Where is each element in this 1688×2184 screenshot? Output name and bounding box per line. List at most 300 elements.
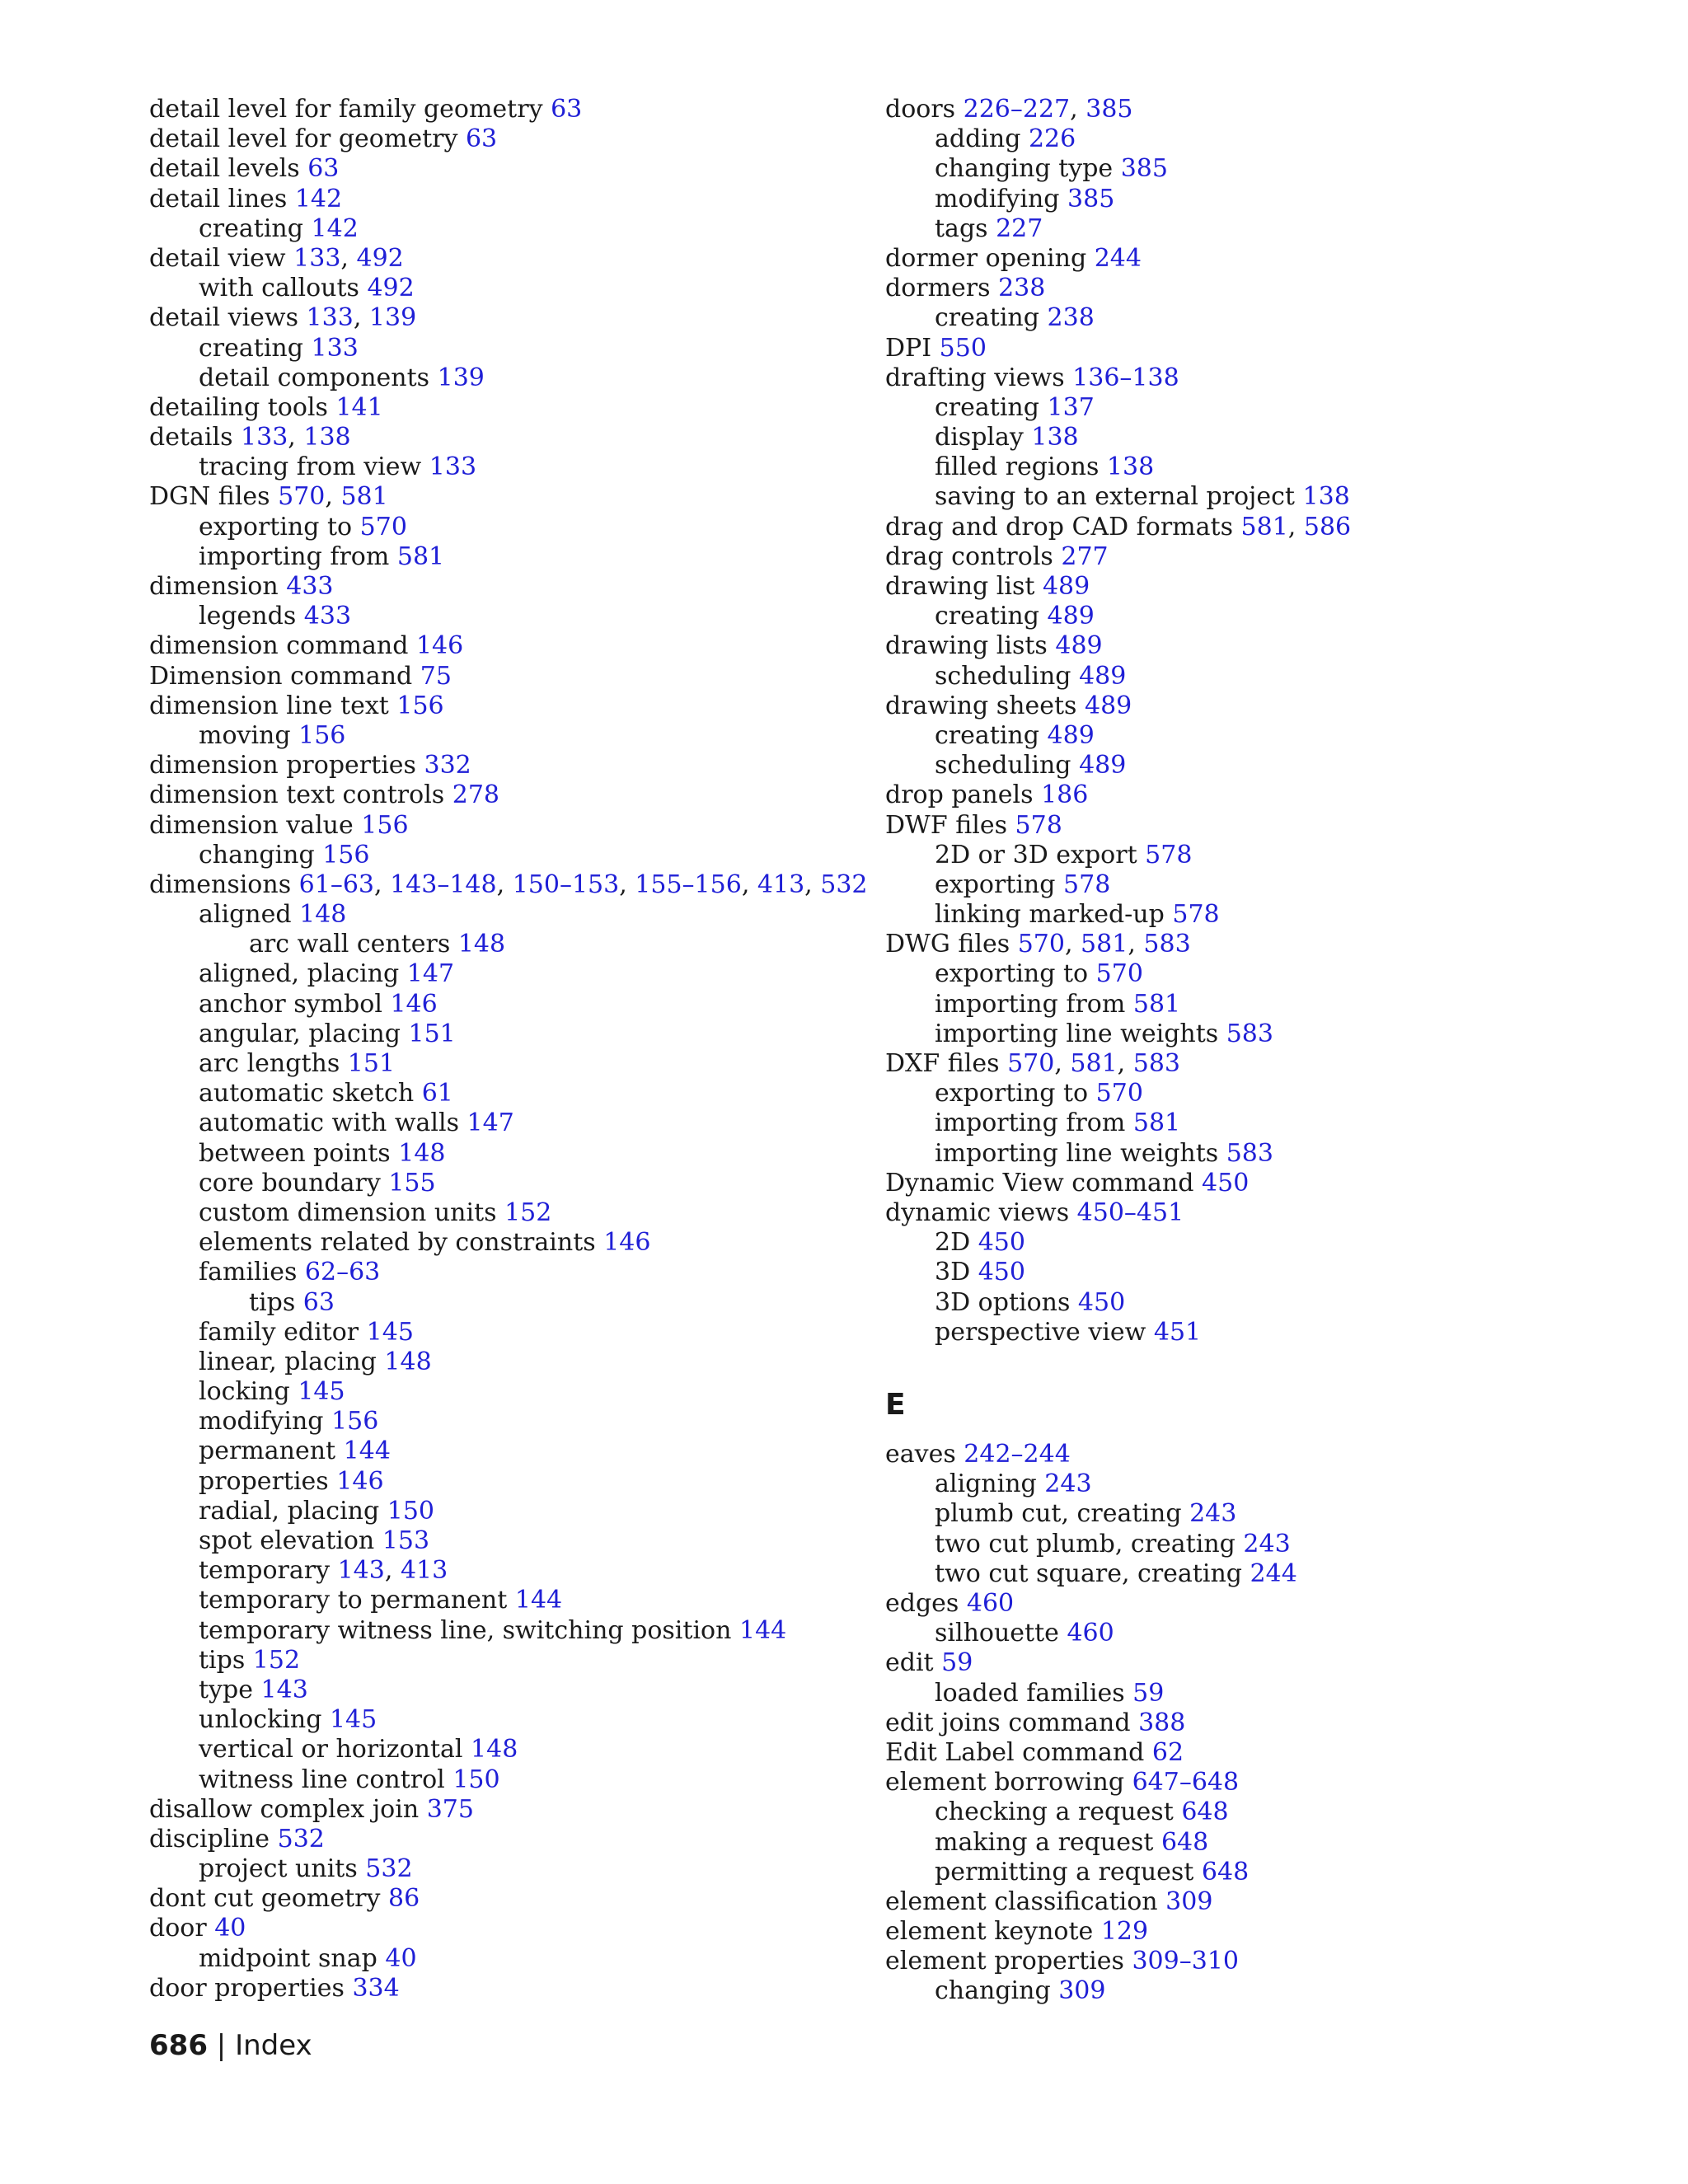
- index-entry-drawing-list: [885, 572, 1627, 602]
- index-term: element classification: [885, 1886, 1158, 1916]
- index-term: anchor symbol: [199, 989, 382, 1019]
- footer-separator: |: [216, 2029, 227, 2062]
- page-link[interactable]: 63: [307, 154, 340, 184]
- index-subentry-two-cut-plumb-creating: [885, 1530, 1627, 1559]
- index-entry-dynamic-views: [885, 1198, 1627, 1228]
- index-entry-edges: [885, 1589, 1627, 1619]
- index-term: door properties: [149, 1973, 345, 2003]
- page-link[interactable]: 133: [293, 243, 341, 273]
- page-link[interactable]: 583: [1132, 1049, 1181, 1078]
- page-link[interactable]: 133: [429, 452, 477, 482]
- index-term: 3D options: [935, 1287, 1071, 1317]
- index-subentry-midpoint-snap: [149, 1944, 858, 1974]
- page-link[interactable]: 581: [1132, 1108, 1181, 1138]
- page-link[interactable]: 40: [385, 1943, 417, 1973]
- index-term: aligning: [935, 1469, 1037, 1499]
- page-link[interactable]: 142: [311, 213, 359, 243]
- index-subentry-importing-line-weights: [885, 1019, 1627, 1049]
- page-link[interactable]: 156: [331, 1407, 379, 1436]
- page-link[interactable]: 59: [1132, 1678, 1165, 1708]
- page-link[interactable]: 244: [1250, 1558, 1297, 1588]
- page-link[interactable]: 570: [1007, 1049, 1055, 1078]
- page-link[interactable]: 532: [365, 1854, 413, 1884]
- page-link[interactable]: 433: [286, 572, 334, 601]
- index-term: element keynote: [885, 1917, 1094, 1947]
- page-link[interactable]: 147: [467, 1108, 514, 1138]
- index-term: moving: [199, 720, 291, 750]
- index-term: radial, placing: [199, 1496, 380, 1526]
- index-entry-drafting-views: [885, 363, 1627, 393]
- page-link[interactable]: 583: [1226, 1138, 1273, 1168]
- page-link[interactable]: 227: [996, 213, 1043, 243]
- page-link[interactable]: 492: [356, 243, 404, 273]
- index-term: exporting to: [935, 1079, 1089, 1108]
- page-link[interactable]: 243: [1044, 1469, 1092, 1499]
- index-term: checking a request: [935, 1797, 1174, 1827]
- index-entry-dormers: [885, 274, 1627, 303]
- page-link[interactable]: 138: [1106, 452, 1155, 482]
- index-entry-detailing-tools: [149, 393, 858, 423]
- index-subentry-permitting-a-request: [885, 1858, 1627, 1887]
- index-term: locking: [199, 1377, 290, 1407]
- page-link[interactable]: 151: [347, 1049, 396, 1078]
- index-term: DPI: [885, 333, 932, 363]
- page-link[interactable]: 451: [1153, 1317, 1202, 1347]
- page-link[interactable]: 385: [1120, 154, 1168, 184]
- index-term: perspective view: [935, 1317, 1146, 1347]
- page-link[interactable]: 137: [1047, 392, 1095, 422]
- page-link[interactable]: 489: [1085, 691, 1132, 720]
- page-link[interactable]: 242–244: [964, 1440, 1071, 1469]
- index-term: arc lengths: [199, 1049, 340, 1078]
- page-link[interactable]: 385: [1067, 184, 1115, 213]
- index-term: scheduling: [935, 661, 1071, 691]
- page-link[interactable]: 142: [294, 184, 343, 213]
- index-term: core boundary: [199, 1168, 381, 1197]
- index-entry-element-classification: [885, 1887, 1627, 1917]
- index-entry-discipline: [149, 1825, 858, 1854]
- page-link[interactable]: 433: [303, 602, 352, 631]
- index-column-left: [149, 95, 868, 2004]
- index-term: automatic sketch: [199, 1079, 415, 1108]
- index-term: Dynamic View command: [885, 1168, 1194, 1197]
- index-term: DXF files: [885, 1049, 1000, 1078]
- index-term: with callouts: [199, 274, 359, 303]
- index-term: making a request: [935, 1827, 1154, 1857]
- page-link[interactable]: 133: [311, 333, 359, 363]
- page-link[interactable]: 277: [1061, 541, 1109, 571]
- page-link[interactable]: 578: [1015, 810, 1062, 840]
- index-term: families: [199, 1258, 298, 1287]
- page-link[interactable]: 146: [336, 1466, 384, 1496]
- page-link[interactable]: 586: [1303, 512, 1352, 541]
- index-term: eaves: [885, 1440, 956, 1469]
- page-link[interactable]: 413: [400, 1556, 448, 1586]
- page-link[interactable]: 385: [1085, 95, 1133, 124]
- index-subentry-radial-placing: [149, 1497, 858, 1526]
- index-term: edit: [885, 1648, 934, 1678]
- index-term: importing line weights: [935, 1138, 1219, 1168]
- page-link[interactable]: 61–63: [298, 869, 374, 899]
- page-link[interactable]: 156: [322, 840, 370, 869]
- index-term: legends: [199, 602, 297, 631]
- index-term: exporting: [935, 869, 1056, 899]
- page-link[interactable]: 63: [551, 95, 583, 124]
- index-subentry-modifying: [149, 1407, 858, 1436]
- index-term: project units: [199, 1854, 358, 1884]
- index-subentry-tips: [149, 1646, 858, 1675]
- page-link[interactable]: 278: [452, 780, 499, 810]
- index-term: tags: [935, 213, 988, 243]
- index-subentry-core-boundary: [149, 1169, 858, 1198]
- page-link[interactable]: 334: [352, 1973, 400, 2003]
- page-link[interactable]: 489: [1055, 631, 1103, 661]
- page-link[interactable]: 243: [1189, 1499, 1237, 1529]
- page-link[interactable]: 578: [1172, 900, 1220, 930]
- index-term: two cut square, creating: [935, 1558, 1242, 1588]
- page-link[interactable]: 309: [1058, 1976, 1106, 2006]
- section-letter-heading: E: [885, 1388, 906, 1422]
- page-link[interactable]: 145: [298, 1377, 345, 1407]
- page-link[interactable]: 63: [302, 1287, 335, 1317]
- index-term: dimensions: [149, 869, 292, 899]
- index-subentry-modifying: [885, 185, 1627, 214]
- page-link[interactable]: 75: [420, 661, 452, 691]
- index-subentry-families: [149, 1258, 858, 1287]
- index-term: temporary witness line, switching position: [199, 1615, 732, 1645]
- index-subentry-vertical-or-horizontal: [149, 1735, 858, 1765]
- page-link[interactable]: 550: [939, 333, 987, 363]
- index-subentry-changing: [149, 841, 858, 870]
- index-subentry-detail-components: [149, 363, 858, 393]
- page-link[interactable]: 133: [306, 303, 354, 333]
- index-entry-dimension-command: [149, 631, 858, 661]
- page-link[interactable]: 648: [1181, 1797, 1229, 1827]
- index-term: creating: [199, 213, 303, 243]
- index-term: type: [199, 1675, 253, 1704]
- page-link[interactable]: 148: [398, 1138, 446, 1168]
- index-term: importing line weights: [935, 1019, 1219, 1048]
- page-link[interactable]: 532: [277, 1824, 325, 1854]
- index-subentry-temporary-to-permanent: [149, 1586, 858, 1615]
- index-term: adding: [935, 124, 1021, 154]
- page-link[interactable]: 59: [941, 1648, 973, 1678]
- page-link[interactable]: 570: [1095, 959, 1143, 989]
- page-link[interactable]: 570: [1017, 930, 1065, 959]
- index-subentry-moving: [149, 721, 858, 751]
- index-term: detail components: [199, 363, 430, 392]
- index-entry-doors: doors 226–227, 385: [885, 95, 1133, 124]
- index-term: exporting to: [199, 512, 353, 541]
- page-link[interactable]: 244: [1094, 243, 1142, 273]
- index-subentry-2d-or-3d-export: [885, 841, 1627, 870]
- index-term: detail level for geometry: [149, 124, 458, 154]
- index-entry-dxf-files: DXF files 570, 581, 583: [885, 1049, 1181, 1078]
- index-entry-detail-lines: [149, 185, 858, 214]
- index-entry-dimension-value: [149, 811, 858, 841]
- index-term: properties: [199, 1466, 329, 1496]
- page-link[interactable]: 226: [1028, 124, 1076, 154]
- page-link[interactable]: 226–227: [963, 95, 1071, 124]
- index-term: dormers: [885, 274, 991, 303]
- index-subentry-3d-options: [885, 1288, 1627, 1318]
- page-link[interactable]: 375: [426, 1794, 474, 1824]
- index-subentry-creating: [149, 214, 858, 244]
- page-link[interactable]: 583: [1226, 1019, 1273, 1048]
- page-link[interactable]: 450–451: [1076, 1197, 1184, 1227]
- index-entry-dimension-command: [149, 662, 858, 691]
- index-entry-dimension-text-controls: [149, 780, 858, 810]
- page-link[interactable]: 578: [1063, 869, 1111, 899]
- page-link[interactable]: 152: [504, 1197, 552, 1227]
- page-link[interactable]: 136–138: [1072, 363, 1179, 392]
- page-link[interactable]: 144: [514, 1586, 563, 1615]
- index-subentry-loaded-families: [885, 1679, 1627, 1708]
- page-link[interactable]: 570: [359, 512, 407, 541]
- index-subentry-exporting-to: [885, 1079, 1627, 1108]
- index-subentry-legends: [149, 602, 858, 631]
- index-term: detail level for family geometry: [149, 95, 543, 124]
- page-link[interactable]: 243: [1243, 1529, 1291, 1558]
- index-term: DGN files: [149, 482, 270, 512]
- index-term: drag and drop CAD formats: [885, 512, 1233, 541]
- page-link[interactable]: 647–648: [1132, 1768, 1240, 1797]
- index-subentry-linear-placing: [149, 1347, 858, 1377]
- page-link[interactable]: 489: [1079, 661, 1127, 691]
- page-link[interactable]: 581: [1132, 989, 1181, 1019]
- index-entry-disallow-complex-join: [149, 1795, 858, 1825]
- index-term: 2D: [935, 1228, 971, 1258]
- index-subentry-automatic-with-walls: [149, 1108, 858, 1138]
- page-link[interactable]: 148: [299, 900, 347, 930]
- page-link[interactable]: 147: [406, 959, 455, 989]
- page-link[interactable]: 139: [368, 303, 417, 333]
- index-term: detailing tools: [149, 392, 328, 422]
- index-subentry-anchor-symbol: [149, 990, 858, 1019]
- page-link[interactable]: 489: [1047, 602, 1095, 631]
- page-link[interactable]: 413: [757, 869, 805, 899]
- index-subentry-permanent: [149, 1436, 858, 1466]
- page-link[interactable]: 40: [214, 1914, 246, 1943]
- index-term: filled regions: [935, 452, 1100, 482]
- page-link[interactable]: 156: [396, 691, 444, 720]
- page-link[interactable]: 146: [603, 1228, 651, 1258]
- index-term: dont cut geometry: [149, 1884, 381, 1914]
- index-entry-dgn-files: DGN files 570, 581: [149, 482, 388, 512]
- index-subentry-elements-related-by-constraints: [149, 1228, 858, 1258]
- page-link[interactable]: 152: [252, 1645, 301, 1675]
- page-link[interactable]: 141: [335, 392, 383, 422]
- page-link[interactable]: 581: [1070, 1049, 1118, 1078]
- page-link[interactable]: 155: [388, 1168, 436, 1197]
- index-term: detail views: [149, 303, 298, 333]
- page-link[interactable]: 145: [329, 1705, 377, 1735]
- page-link[interactable]: 450: [1077, 1287, 1126, 1317]
- index-subentry-unlocking: [149, 1705, 858, 1735]
- page-link[interactable]: 150–153: [512, 869, 620, 899]
- page-link[interactable]: 138: [1031, 423, 1079, 452]
- index-term: creating: [935, 602, 1039, 631]
- page-link[interactable]: 581: [396, 541, 445, 571]
- page-link[interactable]: 139: [437, 363, 485, 392]
- page-link[interactable]: 138: [303, 423, 351, 452]
- page-link[interactable]: 144: [738, 1615, 787, 1645]
- page-link[interactable]: 460: [1067, 1619, 1114, 1648]
- index-term: edges: [885, 1589, 959, 1618]
- index-subentry-arc-lengths: [149, 1049, 858, 1079]
- index-subentry-tags: [885, 214, 1627, 244]
- index-term: arc wall centers: [249, 930, 451, 959]
- index-entry-drawing-sheets: [885, 691, 1627, 721]
- index-entry-drop-panels: [885, 780, 1627, 810]
- index-term: drag controls: [885, 541, 1053, 571]
- index-subentry-locking: [149, 1377, 858, 1407]
- index-subentry-properties: [149, 1467, 858, 1497]
- page-link[interactable]: 238: [1047, 303, 1095, 333]
- index-term: creating: [935, 392, 1039, 422]
- index-term: permitting a request: [935, 1857, 1194, 1886]
- page-link[interactable]: 450: [978, 1228, 1025, 1258]
- page-link[interactable]: 489: [1047, 720, 1095, 750]
- index-entry-drawing-lists: [885, 631, 1627, 661]
- page-link[interactable]: 61: [421, 1079, 453, 1108]
- index-term: tracing from view: [199, 452, 422, 482]
- index-term: tips: [249, 1287, 296, 1317]
- page-link[interactable]: 309: [1165, 1886, 1213, 1916]
- index-entry-eaves: [885, 1440, 1627, 1469]
- index-entry-door-properties: [149, 1974, 858, 2004]
- page-link[interactable]: 156: [298, 720, 346, 750]
- index-term: saving to an external project: [935, 482, 1295, 512]
- index-subentry-creating: [149, 334, 858, 363]
- index-term: 3D: [935, 1258, 971, 1287]
- page-link[interactable]: 148: [384, 1347, 432, 1376]
- page-link[interactable]: 129: [1100, 1917, 1149, 1947]
- index-subentry-importing-from: [149, 542, 858, 572]
- page-link[interactable]: 143–148: [390, 869, 497, 899]
- index-term: creating: [199, 333, 303, 363]
- page-link[interactable]: 388: [1138, 1708, 1186, 1737]
- index-subentry-3d: [885, 1258, 1627, 1287]
- index-subentry-exporting: [885, 870, 1627, 900]
- index-term: custom dimension units: [199, 1197, 497, 1227]
- index-term: door: [149, 1914, 207, 1943]
- page-link[interactable]: 450: [1202, 1168, 1250, 1197]
- page-link[interactable]: 145: [366, 1317, 414, 1347]
- page-link[interactable]: 309–310: [1132, 1947, 1239, 1976]
- page-link[interactable]: 648: [1201, 1857, 1250, 1886]
- page-link[interactable]: 148: [471, 1735, 518, 1765]
- index-subentry-temporary: temporary 143, 413: [199, 1556, 448, 1586]
- page-link[interactable]: 153: [382, 1526, 430, 1555]
- page-link[interactable]: 570: [278, 482, 326, 512]
- index-entry-dwg-files: DWG files 570, 581, 583: [885, 930, 1191, 959]
- index-term: importing from: [199, 541, 390, 571]
- index-subentry-importing-line-weights: [885, 1139, 1627, 1169]
- page-link[interactable]: 489: [1042, 572, 1090, 601]
- index-term: detail view: [149, 243, 286, 273]
- page-link[interactable]: 138: [1302, 482, 1350, 512]
- page-link[interactable]: 581: [1081, 930, 1128, 959]
- page-link[interactable]: 144: [343, 1436, 391, 1466]
- page-link[interactable]: 150: [452, 1765, 500, 1794]
- page-link[interactable]: 532: [820, 869, 868, 899]
- index-subentry-scheduling: [885, 751, 1627, 780]
- index-term: detail lines: [149, 184, 288, 213]
- index-term: scheduling: [935, 751, 1071, 780]
- index-term: 2D or 3D export: [935, 840, 1137, 869]
- index-term: display: [935, 423, 1024, 452]
- page-link[interactable]: 155–156: [635, 869, 742, 899]
- page-link[interactable]: 583: [1143, 930, 1191, 959]
- footer-section: Index: [235, 2029, 312, 2062]
- index-term: creating: [935, 303, 1039, 333]
- index-entry-drag-controls: [885, 542, 1627, 572]
- index-subentry-custom-dimension-units: [149, 1198, 858, 1228]
- page-link[interactable]: 450: [978, 1258, 1025, 1287]
- index-entry-dont-cut-geometry: [149, 1884, 858, 1914]
- page-link[interactable]: 492: [367, 274, 415, 303]
- page-link[interactable]: 238: [998, 274, 1046, 303]
- index-term: DWF files: [885, 810, 1007, 840]
- index-term: tips: [199, 1645, 246, 1675]
- index-entry-detail-level-for-family-geometry: [149, 95, 858, 124]
- index-subentry-temporary-witness-line-switching-position: [149, 1616, 858, 1646]
- page-link[interactable]: 570: [1095, 1079, 1143, 1108]
- index-term: midpoint snap: [199, 1943, 377, 1973]
- page-link[interactable]: 146: [415, 631, 464, 661]
- index-term: Edit Label command: [885, 1737, 1145, 1767]
- page-link[interactable]: 146: [390, 989, 438, 1019]
- page-link[interactable]: 133: [241, 423, 288, 452]
- page-link[interactable]: 150: [387, 1496, 434, 1526]
- page-link[interactable]: 148: [457, 930, 506, 959]
- page-link[interactable]: 332: [424, 751, 471, 780]
- index-term: changing: [199, 840, 315, 869]
- page-link[interactable]: 648: [1160, 1827, 1209, 1857]
- page-link[interactable]: 578: [1145, 840, 1193, 869]
- page-link[interactable]: 62: [1151, 1737, 1184, 1767]
- index-entry-dynamic-view-command: [885, 1169, 1627, 1198]
- index-subentry-family-editor: [149, 1318, 858, 1347]
- page-link[interactable]: 460: [966, 1589, 1015, 1618]
- page-link[interactable]: 143: [260, 1675, 308, 1704]
- page-link[interactable]: 86: [388, 1884, 420, 1914]
- page-link[interactable]: 186: [1041, 780, 1089, 810]
- page-link[interactable]: 581: [340, 482, 388, 512]
- index-term: doors: [885, 95, 956, 124]
- index-entry-details: details 133, 138: [149, 423, 351, 452]
- index-term: silhouette: [935, 1619, 1059, 1648]
- index-term: dimension value: [149, 810, 354, 840]
- page-link[interactable]: 489: [1079, 751, 1127, 780]
- index-term: plumb cut, creating: [935, 1499, 1182, 1529]
- page-link[interactable]: 156: [361, 810, 409, 840]
- index-term: dimension properties: [149, 751, 416, 780]
- page-link[interactable]: 581: [1240, 512, 1288, 541]
- index-term: modifying: [935, 184, 1060, 213]
- index-term: permanent: [199, 1436, 336, 1466]
- index-term: changing type: [935, 154, 1114, 184]
- page-link[interactable]: 143: [337, 1556, 385, 1586]
- index-subentry-exporting-to: [149, 513, 858, 542]
- index-term: drafting views: [885, 363, 1065, 392]
- page-link[interactable]: 63: [465, 124, 498, 154]
- index-entry-door: [149, 1914, 858, 1943]
- page-link[interactable]: 62–63: [304, 1258, 381, 1287]
- page-link[interactable]: 151: [408, 1019, 456, 1048]
- index-term: automatic with walls: [199, 1108, 459, 1138]
